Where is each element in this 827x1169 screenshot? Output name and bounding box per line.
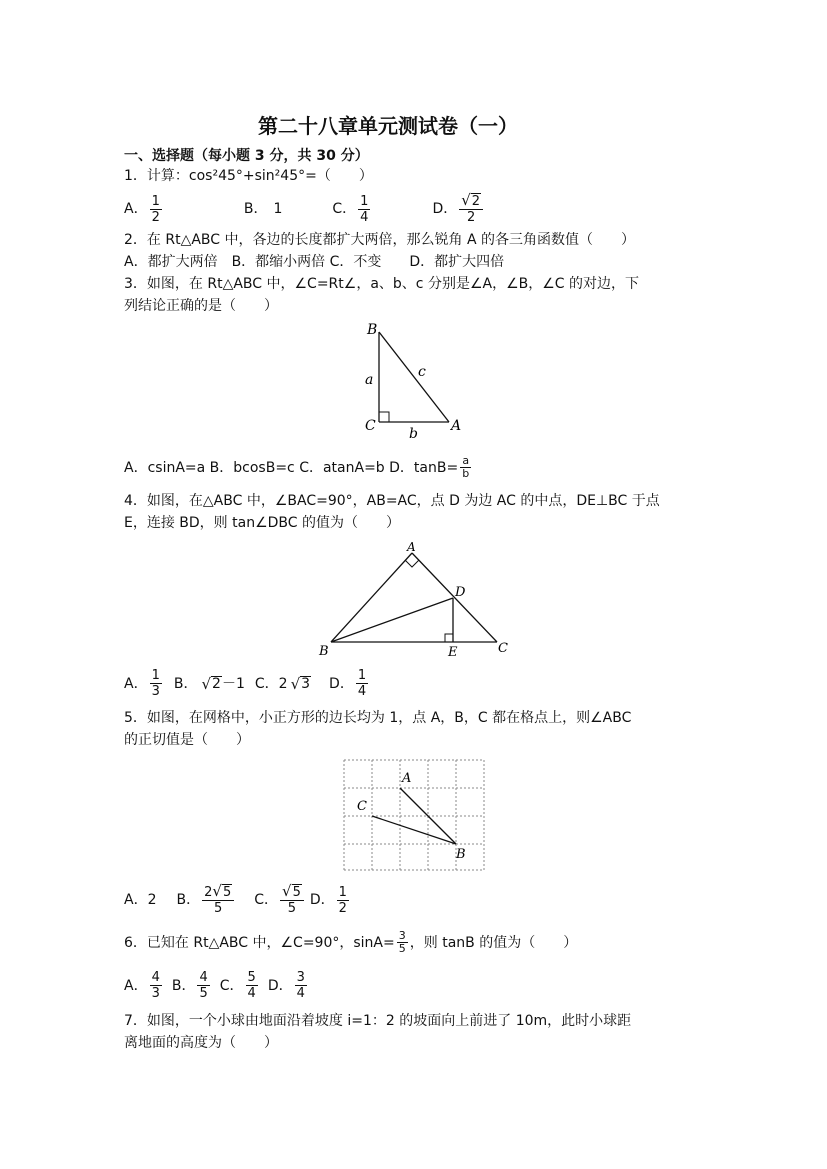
option-c-label: C． bbox=[254, 892, 278, 908]
question-2-stem: 2．在 Rt△ABC 中，各边的长度都扩大两倍，那么锐角 A 的各三角函数值（ ） bbox=[124, 232, 635, 248]
vertex-b-label: B bbox=[319, 644, 329, 659]
question-5-options bbox=[124, 884, 351, 916]
vertex-b-label: B bbox=[367, 322, 378, 338]
question-7-stem-line1: 7．如图，一个小球由地面沿着坡度 i=1：2 的坡面向上前进了 10m，此时小球距 bbox=[124, 1013, 632, 1029]
vertex-c-label: C bbox=[365, 418, 376, 434]
question-4-stem-line1: 4．如图，在△ABC 中，∠BAC=90°，AB=AC，点 D 为边 AC 的中点，DE⊥BC 于点 bbox=[124, 493, 660, 509]
question-3-options: A．csinA=a B．bcosB=c C．atanA=b D．tanB= $\frac{a}{b}$ bbox=[124, 454, 470, 480]
question-3-figure bbox=[355, 318, 475, 444]
option-c-label: C． bbox=[332, 201, 357, 217]
option-d-fraction: $\frac{√2}{2}$ bbox=[459, 193, 483, 225]
question-5-stem-line2: 的正切值是（ ） bbox=[124, 732, 250, 748]
option-c-radicand: 3 bbox=[301, 675, 311, 692]
option-b-radicand: 2 bbox=[212, 675, 221, 692]
vertex-c-label: C bbox=[498, 641, 508, 656]
option-a-fraction: $\frac{4}{3}$ bbox=[151, 970, 160, 1001]
point-a-label: A bbox=[402, 771, 412, 786]
page-title: 第二十八章单元测试卷（一） bbox=[258, 114, 518, 138]
option-b-label: B． bbox=[176, 892, 201, 908]
point-d-label: D bbox=[455, 585, 466, 600]
option-d-label: D． bbox=[329, 675, 354, 692]
question-1-options bbox=[124, 193, 485, 225]
question-1-stem: 1．计算：cos²45°+sin²45°=（ ） bbox=[124, 168, 373, 184]
side-b-label: b bbox=[409, 426, 418, 442]
point-b-label: B bbox=[456, 847, 466, 862]
question-3-stem-line1: 3．如图，在 Rt△ABC 中，∠C=Rt∠，a、b、c 分别是∠A，∠B，∠C 的对边，下 bbox=[124, 276, 639, 292]
question-4-options: A． $\frac{1}{3}$ B． √ 2 －1 C．2 √ 3 D． $\frac{1}{4}$ bbox=[124, 668, 367, 699]
question-5-stem-line1: 5．如图，在网格中，小正方形的边长均为 1，点 A，B，C 都在格点上，则∠ABC bbox=[124, 710, 632, 726]
option-d-fraction: $\frac{1}{4}$ bbox=[357, 668, 367, 699]
point-e-label: E bbox=[448, 645, 458, 660]
option-b-tail: －1 bbox=[221, 675, 245, 692]
question-6-stem: 6．已知在 Rt△ABC 中，∠C=90°，sinA= $\frac{3}{5}$ ，则 tanB 的值为（ ） bbox=[124, 929, 578, 955]
option-d-fraction: $\frac{a}{b}$ bbox=[462, 454, 470, 480]
option-c-fraction: $\frac{1}{4}$ bbox=[360, 193, 369, 225]
option-d-label: D． bbox=[309, 892, 335, 908]
question-5-grid-figure bbox=[340, 756, 488, 874]
option-c-fraction: $\frac{5}{4}$ bbox=[247, 970, 256, 1001]
vertex-a-label: A bbox=[407, 540, 416, 554]
option-a-label: A．2 bbox=[124, 892, 157, 908]
option-c-fraction: $\frac{√5}{5}$ bbox=[280, 884, 304, 916]
question-4-figure bbox=[315, 538, 515, 660]
option-b-label: B． bbox=[173, 675, 198, 692]
option-a-label: A． bbox=[124, 201, 148, 217]
side-a-label: a bbox=[365, 372, 374, 388]
option-b-label: B． bbox=[243, 201, 268, 217]
question-4-stem-line2: E，连接 BD，则 tan∠DBC 的值为（ ） bbox=[124, 515, 400, 531]
question-2-options: A．都扩大两倍 B．都缩小两倍 C．不变 D．都扩大四倍 bbox=[124, 254, 505, 270]
option-b-label: B． bbox=[171, 977, 196, 994]
option-a-fraction: $\frac{1}{2}$ bbox=[151, 193, 160, 225]
option-d-label: D． bbox=[267, 977, 293, 994]
option-c-label: C． bbox=[219, 977, 244, 994]
question-3-stem-line2: 列结论正确的是（ ） bbox=[124, 298, 278, 314]
side-c-label: c bbox=[418, 364, 426, 380]
sin-a-fraction: $\frac{3}{5}$ bbox=[398, 929, 406, 955]
option-a-label: A． bbox=[124, 977, 148, 994]
vertex-a-label: A bbox=[451, 418, 462, 434]
option-d-label: D． bbox=[432, 201, 458, 217]
option-b-value: 1 bbox=[273, 201, 283, 217]
section-heading: 一、选择题（每小题 3 分，共 30 分） bbox=[124, 148, 369, 164]
option-b-fraction: $\frac{2√5}{5}$ bbox=[202, 884, 234, 916]
question-6-options bbox=[124, 970, 309, 1001]
point-c-label: C bbox=[357, 799, 367, 814]
option-b-fraction: $\frac{4}{5}$ bbox=[199, 970, 208, 1001]
option-d-fraction: $\frac{1}{2}$ bbox=[338, 884, 347, 916]
option-a-fraction: $\frac{1}{3}$ bbox=[151, 668, 160, 699]
option-c-label: C．2 bbox=[254, 675, 288, 692]
option-d-fraction: $\frac{3}{4}$ bbox=[296, 970, 305, 1001]
question-7-stem-line2: 离地面的高度为（ ） bbox=[124, 1035, 278, 1051]
option-a-label: A． bbox=[124, 675, 148, 692]
